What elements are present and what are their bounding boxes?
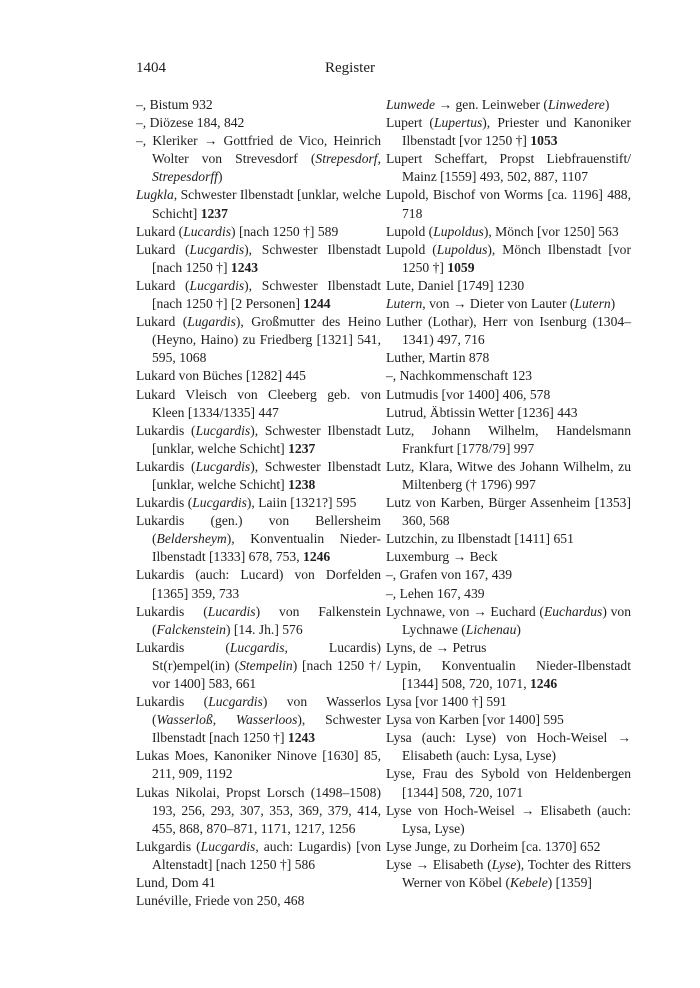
index-entry: –, Diözese 184, 842 [136, 115, 245, 131]
index-entry: Lutmudis [vor 1400] 406, 578 [386, 386, 551, 402]
index-entry: Lutzchin, zu Ilbenstadt [1411] 651 [386, 531, 574, 547]
index-entry: Lutrud, Äbtissin Wetter [1236] 443 [386, 404, 578, 420]
index-entry: Lupold (Lupoldus), Mönch Ilbenstadt [vor 1250 †] 1059 [386, 241, 631, 275]
index-entry: Lukardis (Lucardis) von Falkenstein (Falckenstein) [14. Jh.] 576 [136, 603, 382, 637]
index-entry: Lukardis (Lucgardis), Schwester Ilbenstadt [unklar, welche Schicht] 1237 [136, 422, 382, 456]
index-entry: Lyse Junge, zu Dorheim [ca. 1370] 652 [386, 838, 601, 854]
index-entry: Lunéville, Friede von 250, 468 [136, 893, 305, 909]
index-entry: Lukard von Büches [1282] 445 [136, 368, 306, 384]
index-entry: Lukgardis (Lucgardis, auch: Lugardis) [von Altenstadt] [nach 1250 †] 586 [136, 838, 381, 872]
index-entry: Lupert (Lupertus), Priester und Kanoniker Ilbenstadt [vor 1250 †] 1053 [386, 115, 631, 149]
index-column-right [386, 96, 631, 892]
index-entry: Lukard Vleisch von Cleeberg geb. von Kleen [1334/1335] 447 [136, 386, 381, 420]
index-entry: Lugkla, Schwester Ilbenstadt [unklar, welche Schicht] 1237 [136, 187, 381, 221]
index-entry: Lupold, Bischof von Worms [ca. 1196] 488, 718 [386, 187, 631, 221]
index-entry: Lyse → Elisabeth (Lyse), Tochter des Ritters Werner von Köbel (Kebele) [1359] [386, 856, 631, 891]
index-entry: Lysa (auch: Lyse) von Hoch-Weisel → Elisabeth (auch: Lysa, Lyse) [386, 730, 631, 764]
index-entry: Lukard (Lucardis) [nach 1250 †] 589 [136, 223, 339, 239]
index-entry: Lupert Scheffart, Propst Liebfrauenstift/ Mainz [1559] 493, 502, 887, 1107 [386, 151, 631, 185]
index-entry: Lukardis (Lucgardis), Schwester Ilbenstadt [unklar, welche Schicht] 1238 [136, 458, 382, 492]
index-entry: Lukard (Lucgardis), Schwester Ilbenstadt [nach 1250 †] [2 Personen] 1244 [136, 277, 381, 312]
index-entry: –, Nachkommenschaft 123 [386, 368, 533, 384]
running-title: Register [325, 60, 375, 76]
index-entry: Lychnawe, von → Euchard (Euchardus) von Lychnawe (Lichenau) [386, 603, 631, 637]
index-entry: Lund, Dom 41 [136, 875, 216, 891]
index-entry: Lukard (Lucgardis), Schwester Ilbenstadt [nach 1250 †] 1243 [136, 241, 381, 275]
index-entry: Lukardis (gen.) von Bellersheim (Beldersheym), Konventualin Nieder-Ilbenstadt [1333] 678, 753, 1246 [136, 513, 381, 565]
index-entry: Lukas Nikolai, Propst Lorsch (1498–1508) 193, 256, 293, 307, 353, 369, 379, 414, 455, 868, 870–871, 1171, 1217, 1256 [136, 784, 381, 836]
index-entry: Lunwede → gen. Leinweber (Linwedere) [386, 97, 610, 112]
index-entry: Lyse von Hoch-Weisel → Elisabeth (auch: Lysa, Lyse) [386, 802, 631, 836]
index-entry: Lypin, Konventualin Nieder-Ilbenstadt [1344] 508, 720, 1071, 1246 [386, 657, 631, 691]
index-entry: Lyse, Frau des Sybold von Heldenbergen [1344] 508, 720, 1071 [386, 766, 631, 800]
index-entry: Lutz von Karben, Bürger Assenheim [1353] 360, 568 [386, 495, 631, 529]
index-entry: Lute, Daniel [1749] 1230 [386, 277, 525, 293]
index-entry: Lutern, von → Dieter von Lauter (Lutern) [386, 296, 616, 312]
index-entry: Lukard (Lugardis), Großmutter des Heino (Heyno, Haino) zu Friedberg [1321] 541, 595, 1068 [136, 314, 381, 366]
index-entry: –, Grafen von 167, 439 [386, 567, 513, 583]
index-entry: –, Lehen 167, 439 [386, 585, 485, 601]
index-entry: Lukardis (Lucgardis), Laiin [1321?] 595 [136, 495, 357, 511]
index-entry: Luther, Martin 878 [386, 350, 490, 366]
index-entry: Lupold (Lupoldus), Mönch [vor 1250] 563 [386, 223, 619, 239]
index-entry: Lukas Moes, Kanoniker Ninove [1630] 85, 211, 909, 1192 [136, 748, 381, 782]
index-entry: Lukardis (auch: Lucard) von Dorfelden [1365] 359, 733 [136, 567, 381, 601]
index-entry: Lutz, Klara, Witwe des Johann Wilhelm, zu Miltenberg († 1796) 997 [386, 458, 631, 492]
index-entry: Lysa von Karben [vor 1400] 595 [386, 712, 564, 728]
index-entry: Lysa [vor 1400 †] 591 [386, 694, 507, 710]
index-entry: Lukardis (Lucgardis, Lucardis) St(r)empel(in) (Stempelin) [nach 1250 †/ vor 1400] 583, 661 [136, 639, 381, 691]
index-entry: Luther (Lothar), Herr von Isenburg (1304–1341) 497, 716 [386, 314, 631, 348]
index-entry: –, Kleriker → Gottfried de Vico, Heinrich Wolter von Strevesdorf (Strepesdorf, Strepesdorff) [136, 133, 381, 185]
index-entry: Lukardis (Lucgardis) von Wasserlos (Wasserloß, Wasserloos), Schwester Ilbenstadt [nach 1250 †] 1243 [136, 694, 381, 746]
index-entry: Luxemburg → Beck [386, 549, 498, 565]
page-number: 1404 [136, 60, 166, 76]
index-entry: Lyns, de → Petrus [386, 639, 487, 655]
index-entry: –, Bistum 932 [136, 97, 213, 112]
index-entry: Lutz, Johann Wilhelm, Handelsmann Frankfurt [1778/79] 997 [386, 422, 631, 456]
index-column-left [136, 96, 381, 910]
